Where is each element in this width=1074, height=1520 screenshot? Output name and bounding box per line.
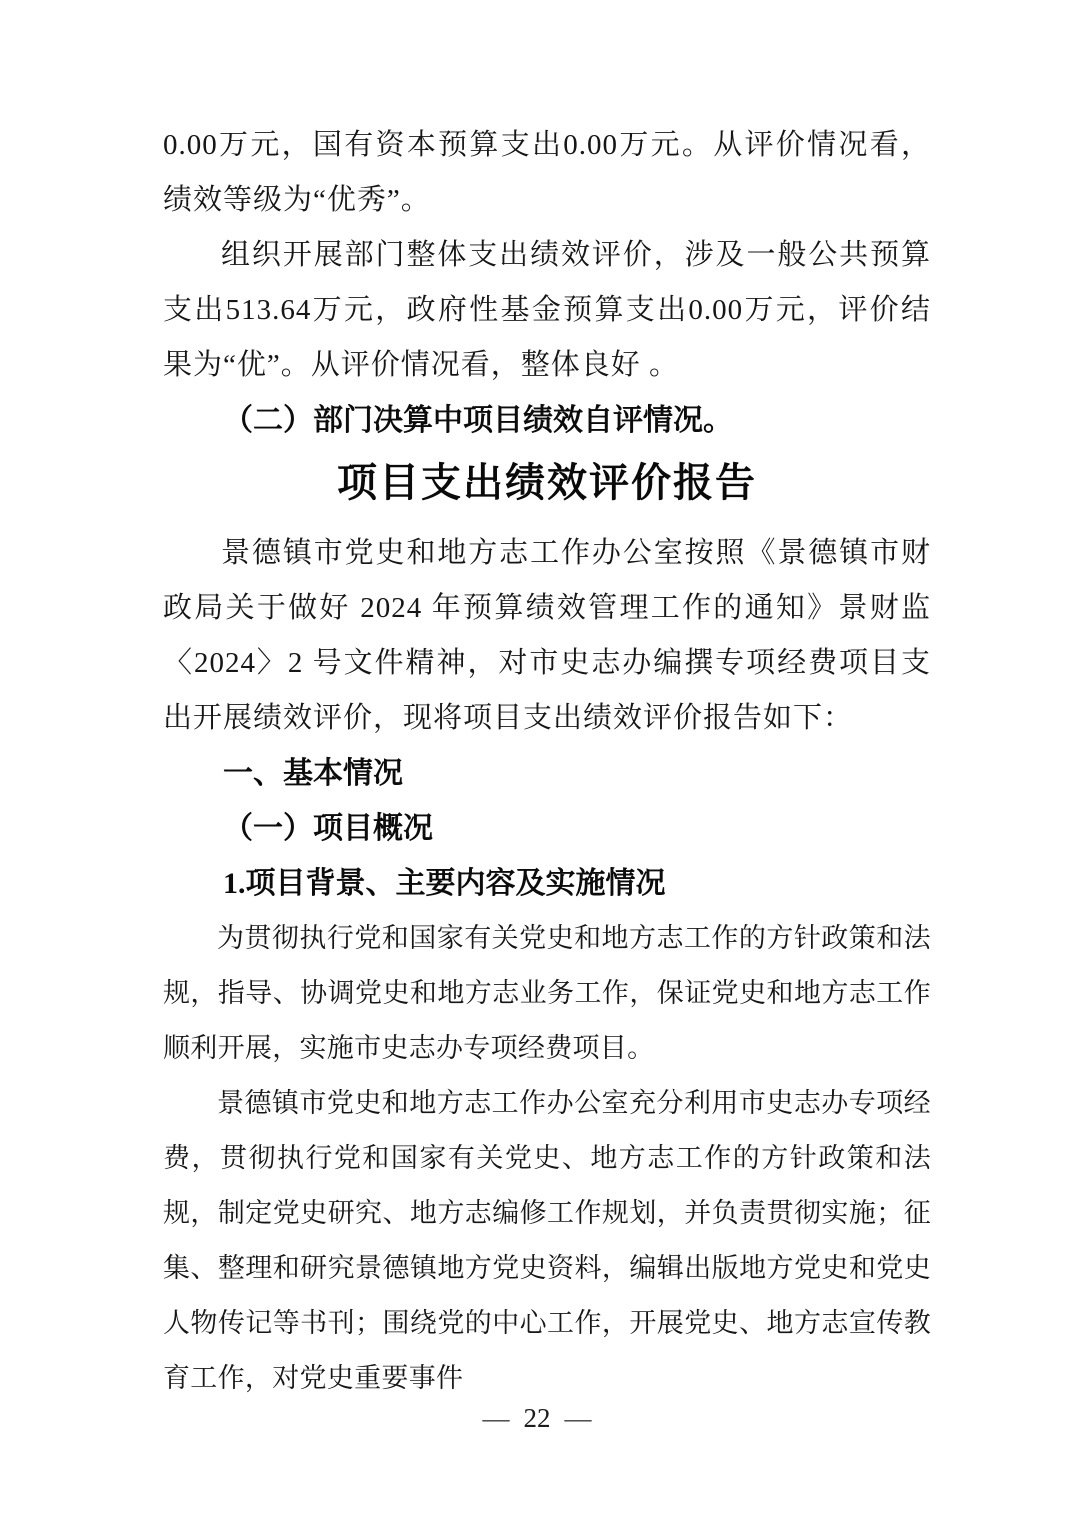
heading-sub-1-project-overview: （一）项目概况 bbox=[223, 812, 433, 845]
footer-dash-left: — bbox=[482, 1403, 510, 1433]
report-title: 项目支出绩效评价报告 bbox=[337, 461, 757, 505]
heading-part-1-basic-situation: 一、基本情况 bbox=[223, 757, 403, 790]
heading-section-2-self-evaluation: （二）部门决算中项目绩效自评情况。 bbox=[223, 404, 733, 437]
page-content bbox=[163, 118, 931, 1406]
paragraph-budget-carryover: 0.00万元，国有资本预算支出0.00万元。从评价情况看，绩效等级为“优秀”。 bbox=[163, 129, 931, 216]
paragraph-project-background: 为贯彻执行党和国家有关党史和地方志工作的方针政策和法规，指导、协调党史和地方志业务工作，保证党史和地方志工作顺利开展，实施市史志办专项经费项目。 bbox=[163, 923, 931, 1063]
footer-dash-right: — bbox=[564, 1403, 592, 1433]
paragraph-office-duties: 景德镇市党史和地方志工作办公室充分利用市史志办专项经费，贯彻执行党和国家有关党史、地方志工作的方针政策和法规，制定党史研究、地方志编修工作规划，并负责贯彻实施；征集、整理和研究景德镇地方党史资料，编辑出版地方党史和党史人物传记等书刊；围绕党的中心工作，开展党史、地方志宣传教育工作，对党史重要事件 bbox=[163, 1088, 931, 1393]
paragraph-department-overall-evaluation: 组织开展部门整体支出绩效评价，涉及一般公共预算支出513.64万元，政府性基金预算支出0.00万元，评价结果为“优”。从评价情况看，整体良好 。 bbox=[163, 239, 931, 381]
page-number: 22 bbox=[523, 1403, 551, 1433]
page-footer bbox=[0, 1398, 1074, 1438]
paragraph-intro-basis: 景德镇市党史和地方志工作办公室按照《景德镇市财政局关于做好 2024 年预算绩效管理工作的通知》景财监〈2024〉2 号文件精神，对市史志办编撰专项经费项目支出开展绩效评价，现将项目支出绩效评价报告如下： bbox=[163, 537, 931, 734]
heading-item-1-project-background: 1.项目背景、主要内容及实施情况 bbox=[223, 867, 666, 900]
